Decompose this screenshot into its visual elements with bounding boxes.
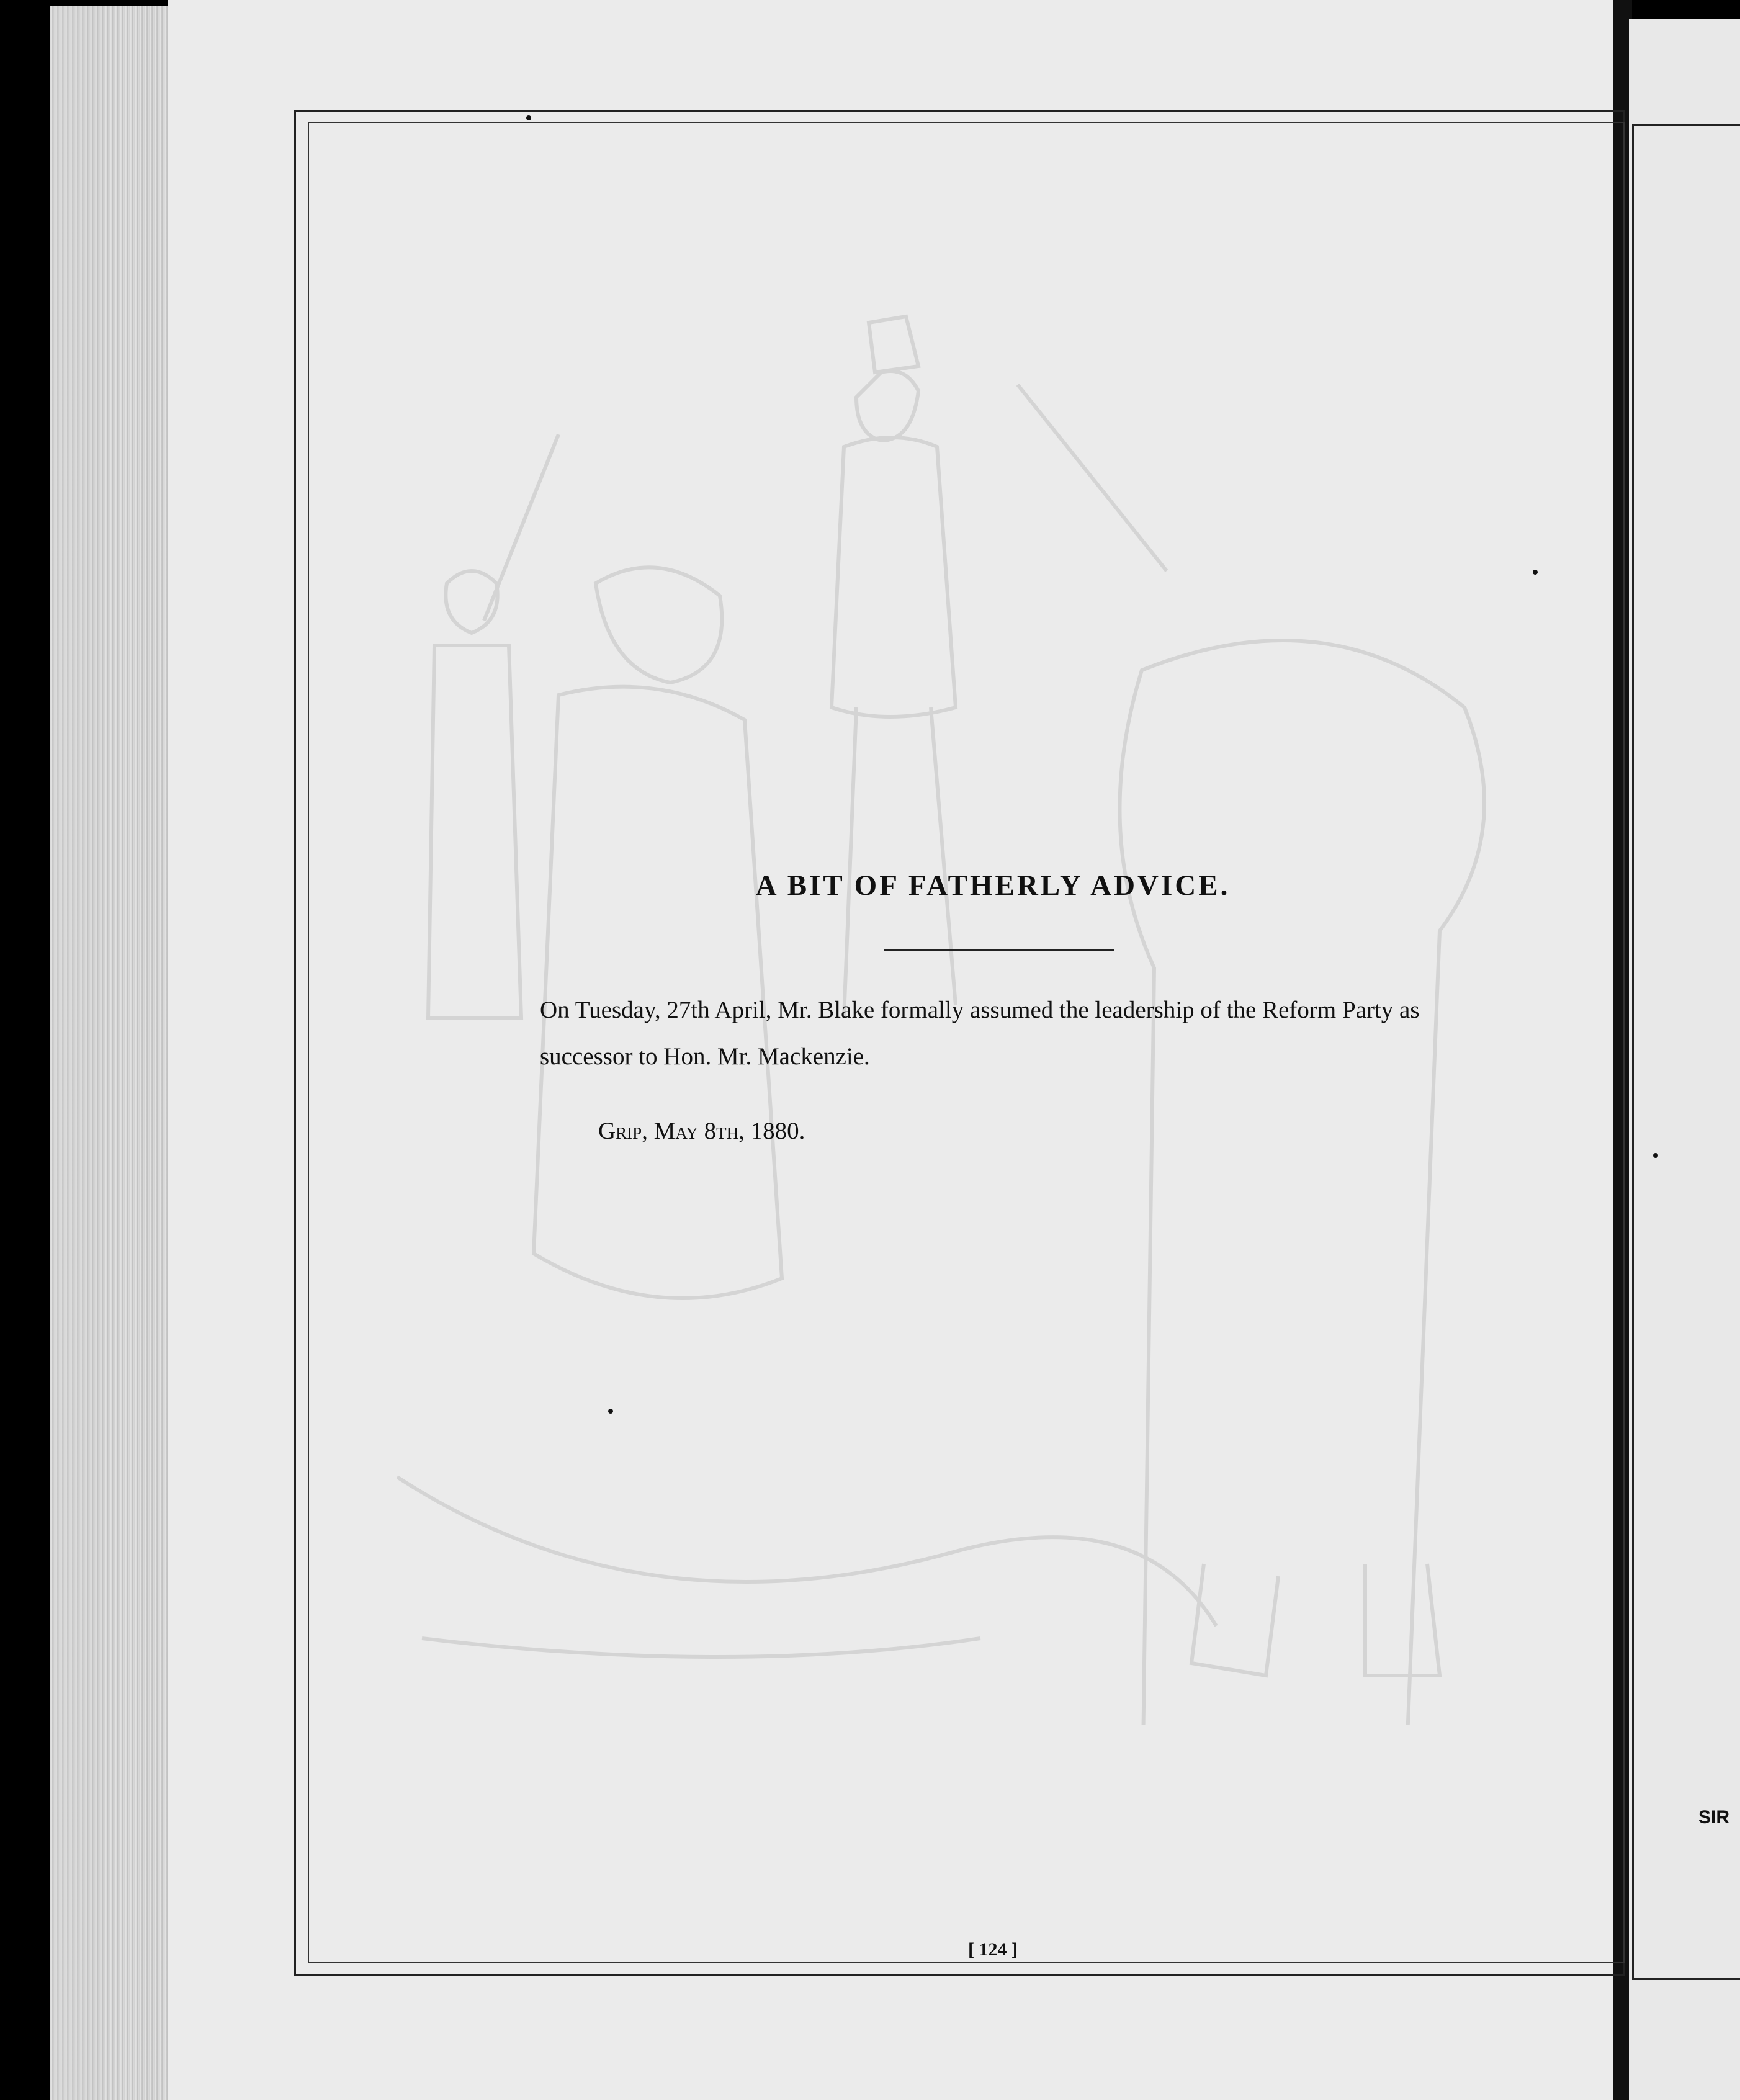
figure-standing-hat bbox=[832, 316, 956, 1018]
page-number: [ 124 ] bbox=[968, 1939, 1018, 1960]
adjacent-page-text: SIR bbox=[1698, 1807, 1730, 1828]
page-title: A BIT OF FATHERLY ADVICE. bbox=[755, 869, 1231, 902]
ink-speck bbox=[1533, 570, 1538, 575]
figure-seated-left bbox=[534, 567, 782, 1298]
adjacent-page-frame bbox=[1632, 124, 1740, 1980]
source-credit: Grip, May 8th, 1880. bbox=[598, 1118, 805, 1144]
ink-speck bbox=[1653, 1153, 1658, 1158]
ink-speck bbox=[526, 115, 531, 120]
ground-debris bbox=[397, 1477, 1216, 1657]
ink-speck bbox=[608, 1409, 613, 1414]
page-edges bbox=[50, 6, 174, 2100]
canes bbox=[484, 385, 1167, 621]
title-divider bbox=[884, 949, 1114, 951]
figure-left-child bbox=[428, 571, 521, 1018]
caption-body: On Tuesday, 27th April, Mr. Blake formally assumed the leadership of the Reform Party as successor to Hon. Mr. Mackenzie. bbox=[540, 997, 1420, 1070]
figure-right-robed bbox=[1119, 640, 1484, 1725]
